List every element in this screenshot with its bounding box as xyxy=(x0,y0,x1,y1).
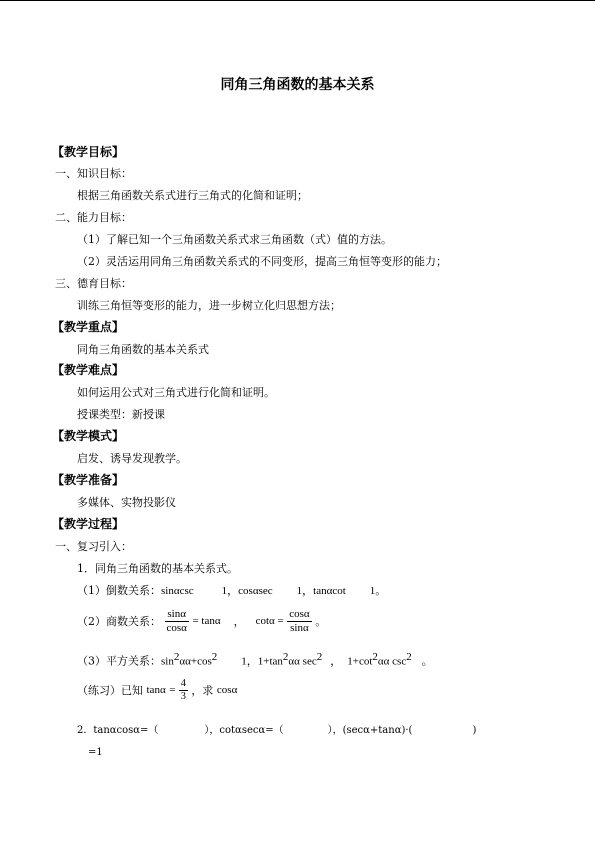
exercise-cos: cosα xyxy=(216,683,238,696)
cos-sec-end: 1， xyxy=(296,585,314,597)
exercise-tan: tanα xyxy=(146,683,166,696)
fill-in-part-4: ) xyxy=(472,725,477,736)
knowledge-objective-heading: 一、知识目标： xyxy=(55,167,132,180)
lesson-type: 授课类型：新授课 xyxy=(77,408,165,421)
csc-squared: αα csc xyxy=(377,655,407,668)
exponent: 2 xyxy=(372,651,378,663)
square-3-end: 。 xyxy=(421,655,433,668)
exponent: 2 xyxy=(406,651,412,663)
square-1-end: 1， xyxy=(241,655,258,668)
exercise-equals: = xyxy=(169,683,176,696)
tan-equals: = tanα xyxy=(192,615,221,628)
fill-in-part-1: 2．tanαcosα=（ xyxy=(77,725,159,736)
fraction-numerator: sinα xyxy=(165,608,189,622)
section-preparation: 【教学准备】 xyxy=(52,473,125,487)
fill-in-exercise xyxy=(77,726,476,736)
exercise-find: ，求 xyxy=(191,683,214,697)
quotient-label: （2）商数关系： xyxy=(77,615,161,629)
sin-squared: sin xyxy=(161,655,174,668)
section-key-points: 【教学重点】 xyxy=(52,320,125,334)
sin-csc-end: 1， xyxy=(221,585,239,597)
difficulties-text: 如何运用公式对三角式进行化简和证明。 xyxy=(77,386,275,399)
review-heading: 一、复习引入： xyxy=(55,540,132,553)
moral-objective-heading: 三、德育目标： xyxy=(55,277,132,290)
fraction-numerator: 4 xyxy=(180,678,186,689)
fraction-denominator: cosα xyxy=(166,622,187,635)
cos-over-sin-fraction xyxy=(287,608,311,635)
ability-objective-item-2: （2）灵活运用同角三角函数关系式的不同变形，提高三角恒等变形的能力； xyxy=(77,255,447,268)
exponent: 2 xyxy=(173,651,180,663)
fraction-denominator: 3 xyxy=(180,691,186,702)
reciprocal-relation xyxy=(77,585,386,597)
exercise xyxy=(77,678,237,703)
sec-squared: αα sec xyxy=(288,655,317,668)
plus-cos-squared: αα+cos xyxy=(179,655,212,668)
square-2-end: ， xyxy=(330,655,342,668)
top-rule xyxy=(0,0,595,1)
fraction-numerator: cosα xyxy=(287,608,311,622)
exercise-label: （练习）已知 xyxy=(77,683,143,697)
ability-objective-heading: 二、能力目标： xyxy=(55,211,132,224)
section-difficulties: 【教学难点】 xyxy=(52,363,125,377)
fill-in-part-3: ），(secα+tanα)·( xyxy=(327,725,413,736)
cot-equals: cotα = xyxy=(255,615,284,628)
sin-csc-formula: sinαcsc xyxy=(161,585,194,597)
section-mode: 【教学模式】 xyxy=(52,429,125,443)
exponent: 2 xyxy=(316,651,323,663)
reciprocal-label: （1）倒数关系： xyxy=(77,584,161,597)
section-objectives: 【教学目标】 xyxy=(52,145,125,159)
page-title: 同角三角函数的基本关系 xyxy=(220,77,375,93)
mode-text: 启发、诱导发现教学。 xyxy=(77,452,187,465)
basic-relations-heading: 1．同角三角函数的基本关系式。 xyxy=(77,562,238,575)
quotient-end: 。 xyxy=(315,615,327,629)
fill-in-result: =1 xyxy=(88,747,103,758)
cos-sec-formula: cosαsec xyxy=(238,585,273,597)
exponent: 2 xyxy=(211,651,218,663)
square-label: （3）平方关系： xyxy=(77,654,161,668)
key-points-text: 同角三角函数的基本关系式 xyxy=(77,343,209,356)
knowledge-objective-text: 根据三角函数关系式进行三角式的化简和证明； xyxy=(77,189,308,202)
tan-cot-formula: tanαcot xyxy=(313,585,346,597)
quotient-separator: ， xyxy=(233,615,245,629)
fill-in-part-2: ），cotαsecα=（ xyxy=(204,725,284,736)
fraction-denominator: sinα xyxy=(290,622,309,635)
moral-objective-text: 训练三角恒等变形的能力，进一步树立化归思想方法； xyxy=(77,299,341,312)
tan-cot-end: 1。 xyxy=(369,585,387,597)
four-thirds-fraction xyxy=(179,678,188,703)
ability-objective-item-1: （1）了解已知一个三角函数关系式求三角函数（式）值的方法。 xyxy=(77,233,392,246)
preparation-text: 多媒体、实物投影仪 xyxy=(77,496,176,509)
exponent: 2 xyxy=(282,651,289,663)
sin-over-cos-fraction xyxy=(165,608,189,635)
quotient-relation xyxy=(77,608,326,635)
one-plus-cot-squared: 1+cot xyxy=(347,655,373,668)
section-process: 【教学过程】 xyxy=(52,517,125,531)
one-plus-tan-squared: 1+tan xyxy=(257,655,283,668)
square-relation xyxy=(77,652,433,668)
